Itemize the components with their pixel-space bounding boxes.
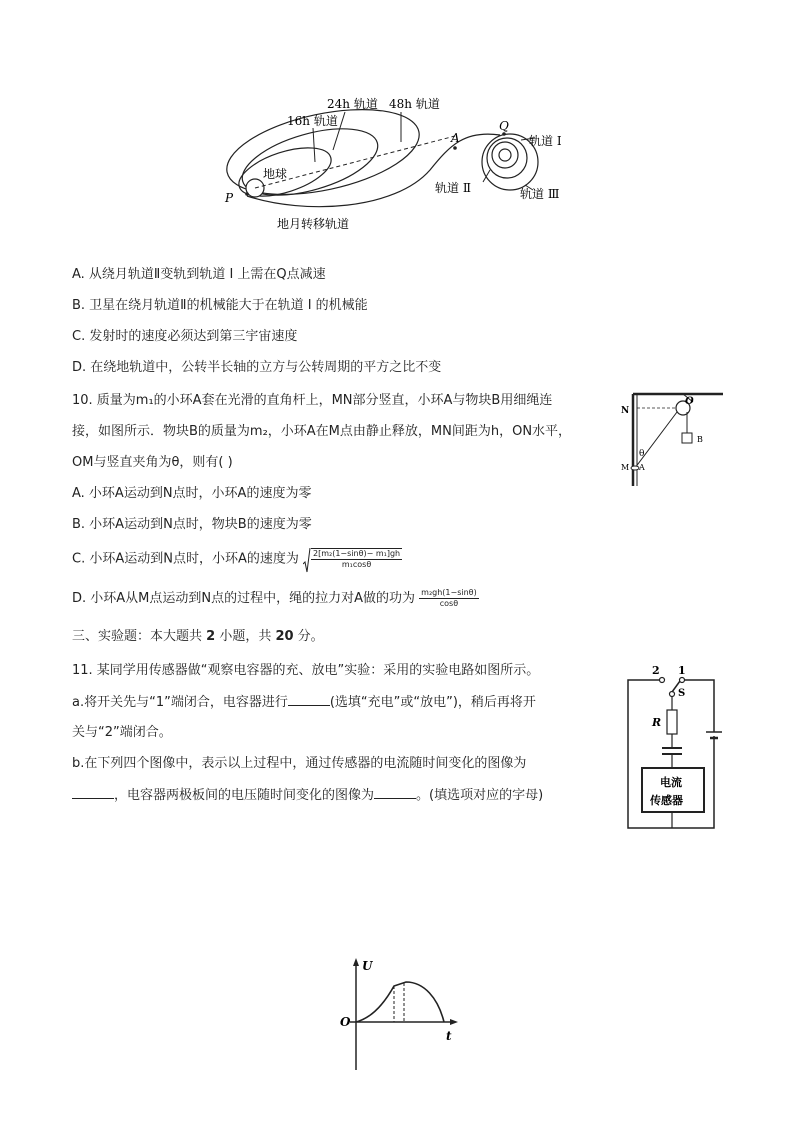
- graph-y-label: U: [362, 959, 373, 973]
- circuit-label-2: 2: [652, 664, 660, 677]
- q11-blank-3[interactable]: [374, 786, 416, 799]
- fig10-label-n: N: [621, 406, 630, 416]
- q11-part-a-line1: a.将开关先与“1”端闭合，电容器进行 (选填“充电”或“放电”)，稍后再将开: [72, 695, 536, 710]
- q11-blank-1[interactable]: [288, 693, 330, 706]
- q11-part-b-line2: ，电容器两极板间的电压随时间变化的图像为 。(填选项对应的字母): [72, 786, 543, 805]
- q9-option-d: D. 在绕地轨道中，公转半长轴的立方与公转周期的平方之比不变: [72, 360, 442, 375]
- graph-origin-label: O: [340, 1015, 351, 1029]
- label-p: P: [225, 191, 234, 205]
- label-track-3: 轨道 Ⅲ: [520, 187, 560, 201]
- fig10-label-o: O: [685, 396, 694, 407]
- label-16h: 16h 轨道: [287, 114, 338, 128]
- q10-stem-line1: 10. 质量为m₁的小环A套在光滑的直角杆上，MN部分竖直，小环A与物块B用细绳连: [72, 393, 553, 408]
- fig10-label-b: B: [697, 435, 703, 444]
- q11-blank-2[interactable]: [72, 786, 114, 799]
- label-48h: 48h 轨道: [389, 97, 440, 111]
- graph-x-label: t: [446, 1029, 452, 1043]
- q10-option-c-text: C. 小环A运动到N点时，小环A的速度为: [72, 551, 299, 567]
- q11-stem: 11. 某同学用传感器做“观察电容器的充、放电”实验：采用的实验电路如图所示。: [72, 663, 540, 678]
- q10-option-c-sqrt: [303, 548, 402, 570]
- circuit-sensor-line2: 传感器: [650, 794, 683, 807]
- u-t-graph: [336, 956, 462, 1074]
- fig10-label-a: A: [639, 463, 645, 472]
- q11-part-a-line2: 关与“2”端闭合。: [72, 725, 172, 740]
- circuit-label-r: R: [652, 716, 662, 729]
- ring-rod-figure: [615, 388, 727, 488]
- q10-option-d: [72, 588, 479, 609]
- q10-stem-line3: OM与竖直夹角为θ，则有( ): [72, 455, 233, 470]
- label-a: A: [451, 131, 460, 145]
- q10-stem-line2: 接，如图所示．物块B的质量为m₂，小环A在M点由静止释放，MN间距为h，ON水平，: [72, 424, 572, 439]
- q11-part-b-line1: b.在下列四个图像中，表示以上过程中，通过传感器的电流随时间变化的图像为: [72, 756, 527, 771]
- label-earth: 地球: [263, 167, 288, 181]
- orbit-figure: [215, 90, 585, 240]
- q10-option-a: A. 小环A运动到N点时，小环A的速度为零: [72, 486, 312, 501]
- label-track-1: 轨道 I: [529, 134, 562, 148]
- q9-option-a: A. 从绕月轨道Ⅱ变轨到轨道 I 上需在Q点减速: [72, 267, 326, 282]
- circuit-figure: [622, 662, 722, 834]
- label-q: Q: [499, 119, 509, 133]
- q9-option-b: B. 卫星在绕月轨道Ⅱ的机械能大于在轨道 I 的机械能: [72, 298, 368, 313]
- q10-option-b: B. 小环A运动到N点时，物块B的速度为零: [72, 517, 312, 532]
- label-track-2: 轨道 Ⅱ: [435, 181, 471, 195]
- label-transfer: 地月转移轨道: [277, 217, 350, 231]
- q10-option-c-fraction: $\frac{\text{2[m₂(1−sinθ)− m₁]gh}}{\text{m₁cosθ}}$: [313, 549, 401, 569]
- circuit-label-s: S: [678, 688, 686, 699]
- fig10-label-theta: θ: [639, 449, 645, 459]
- fig10-label-m: M: [621, 463, 630, 472]
- u-t-curve: [356, 982, 444, 1022]
- q9-option-c: C. 发射时的速度必须达到第三宇宙速度: [72, 329, 298, 344]
- moon: [499, 149, 511, 161]
- q10-option-c: [72, 548, 402, 570]
- section-3-heading: 三、实验题：本大题共 2 小题，共 20 分。: [72, 629, 324, 644]
- circuit-label-1: 1: [678, 664, 686, 677]
- circuit-sensor-line1: 电流: [660, 776, 682, 789]
- q10-option-d-fraction: $\frac{\text{m₂gh(1−sinθ)}}{\cos\theta}$: [421, 588, 477, 608]
- q10-option-d-text: D. 小环A从M点运动到N点的过程中，绳的拉力对A做的功为: [72, 591, 416, 606]
- label-24h: 24h 轨道: [327, 97, 378, 111]
